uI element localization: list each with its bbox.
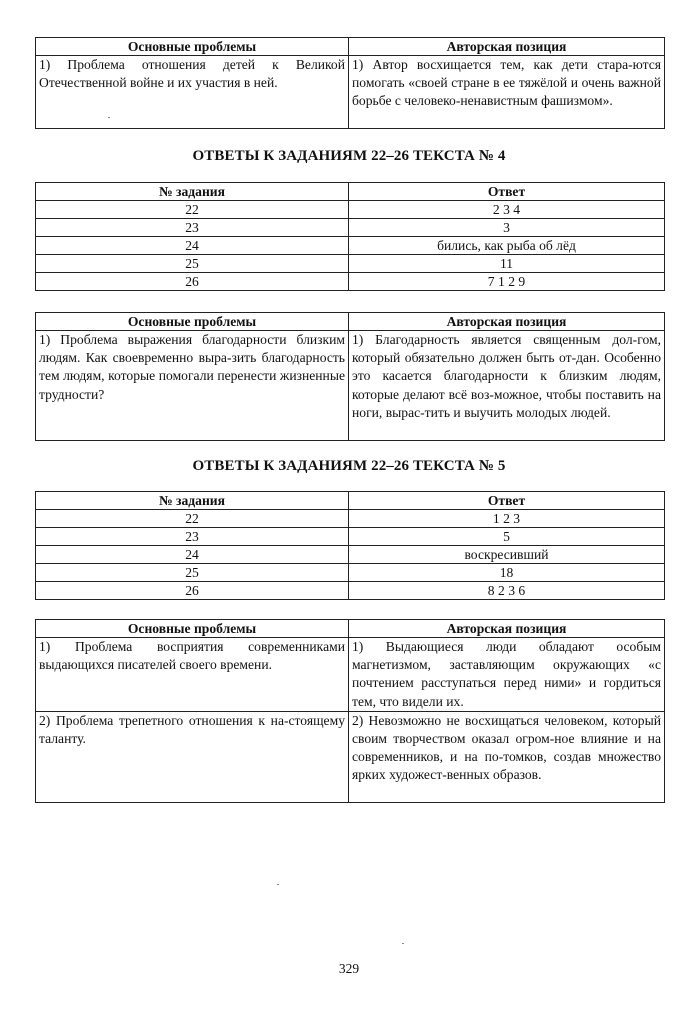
table-header-row xyxy=(36,492,665,510)
table-row xyxy=(36,528,665,546)
task-number: 24 xyxy=(36,546,349,564)
table-row xyxy=(36,56,665,129)
scan-speck xyxy=(108,117,110,118)
page-number: 329 xyxy=(338,961,360,976)
scan-speck xyxy=(277,884,279,885)
column-header-problems: Основные проблемы xyxy=(36,38,349,56)
table-row xyxy=(36,711,665,802)
problem-cell: 1) Проблема восприятия современниками выдающихся писателей своего времени. xyxy=(36,638,349,712)
column-header-answer: Ответ xyxy=(349,183,665,201)
column-header-task-number: № задания xyxy=(36,492,349,510)
problem-cell: 1) Проблема отношения детей к Великой Отечественной войне и их участия в ней. xyxy=(36,56,349,129)
table-row xyxy=(36,273,665,291)
answer: 1 2 3 xyxy=(349,510,665,528)
table-header-row xyxy=(36,183,665,201)
problem-cell: 2) Проблема трепетного отношения к на-стоящему таланту. xyxy=(36,711,349,802)
scan-speck xyxy=(402,943,404,944)
position-cell: 1) Благодарность является священным дол-гом, который обязательно должен быть от-дан. Особенно это касается благодарности к близким людям, которые делают всё воз-можное, чтобы поставить на ноги, вырас-тить и выучить молодых людей. xyxy=(349,331,665,441)
answer: 7 1 2 9 xyxy=(349,273,665,291)
problem-cell: 1) Проблема выражения благодарности близким людям. Как своевременно выра-зить благодарность тем людям, которые помогали перенести жизненные трудности? xyxy=(36,331,349,441)
task-number: 24 xyxy=(36,237,349,255)
task-number: 25 xyxy=(36,564,349,582)
answer: 11 xyxy=(349,255,665,273)
answer: 8 2 3 6 xyxy=(349,582,665,600)
table-row xyxy=(36,546,665,564)
answers-table-text5 xyxy=(35,491,665,600)
problems-table-text5 xyxy=(35,619,665,803)
section-title-text4: ОТВЕТЫ К ЗАДАНИЯМ 22–26 ТЕКСТА № 4 xyxy=(192,148,506,164)
task-number: 23 xyxy=(36,219,349,237)
task-number: 25 xyxy=(36,255,349,273)
position-cell: 2) Невозможно не восхищаться человеком, который своим творчеством оказал огром-ное влияние и на современников, и на по-томков, создав множество ярких художест-венных образов. xyxy=(349,711,665,802)
task-number: 23 xyxy=(36,528,349,546)
table-row xyxy=(36,510,665,528)
problems-table-text3 xyxy=(35,37,665,129)
column-header-problems: Основные проблемы xyxy=(36,313,349,331)
task-number: 26 xyxy=(36,582,349,600)
table-row xyxy=(36,638,665,712)
answer: 3 xyxy=(349,219,665,237)
column-header-author-position: Авторская позиция xyxy=(349,38,665,56)
task-number: 22 xyxy=(36,201,349,219)
column-header-problems: Основные проблемы xyxy=(36,620,349,638)
column-header-answer: Ответ xyxy=(349,492,665,510)
answer: бились, как рыба об лёд xyxy=(349,237,665,255)
column-header-author-position: Авторская позиция xyxy=(349,313,665,331)
table-row xyxy=(36,237,665,255)
table-header-row xyxy=(36,38,665,56)
answer: 5 xyxy=(349,528,665,546)
answer: воскресивший xyxy=(349,546,665,564)
position-cell: 1) Выдающиеся люди обладают особым магнетизмом, заставляющим окружающих «с почтением расступаться перед ними» и гордиться тем, что видели их. xyxy=(349,638,665,712)
task-number: 22 xyxy=(36,510,349,528)
answer: 18 xyxy=(349,564,665,582)
table-header-row xyxy=(36,620,665,638)
table-row xyxy=(36,255,665,273)
answer: 2 3 4 xyxy=(349,201,665,219)
table-header-row xyxy=(36,313,665,331)
task-number: 26 xyxy=(36,273,349,291)
column-header-author-position: Авторская позиция xyxy=(349,620,665,638)
answers-table-text4 xyxy=(35,182,665,291)
table-row xyxy=(36,331,665,441)
position-cell: 1) Автор восхищается тем, как дети стара-ются помогать «своей стране в ее тяжёлой и очень важной борьбе с человеко-ненавистным фашизмом». xyxy=(349,56,665,129)
section-title-text5: ОТВЕТЫ К ЗАДАНИЯМ 22–26 ТЕКСТА № 5 xyxy=(192,458,506,474)
table-row xyxy=(36,219,665,237)
table-row xyxy=(36,564,665,582)
table-row xyxy=(36,201,665,219)
table-row xyxy=(36,582,665,600)
column-header-task-number: № задания xyxy=(36,183,349,201)
problems-table-text4 xyxy=(35,312,665,441)
